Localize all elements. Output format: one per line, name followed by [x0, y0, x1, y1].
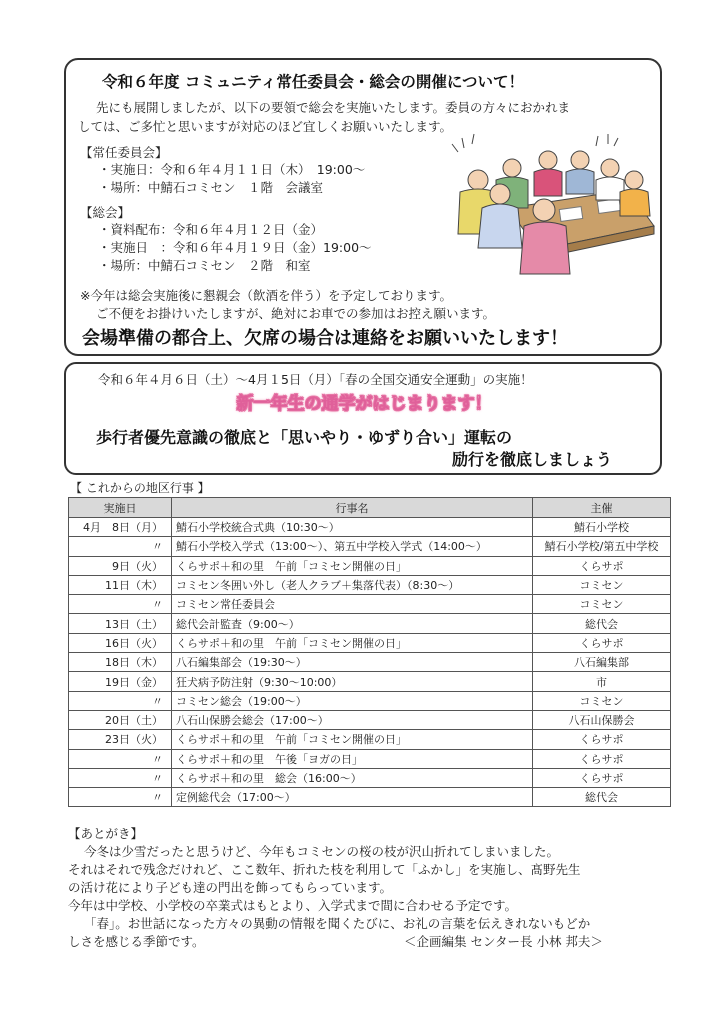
event-name: 鯖石小学校入学式（13:00～）、第五中学校入学式（14:00～）	[172, 537, 533, 556]
afterword-title: 【あとがき】	[68, 826, 144, 841]
traffic-slogan-line1: 歩行者優先意識の徹底と「思いやり・ゆずり合い」運転の	[96, 428, 513, 447]
event-date: 〃	[69, 768, 172, 787]
event-name: 鯖石小学校統合式典（10:30～）	[172, 518, 533, 537]
table-row	[69, 575, 671, 594]
event-name: 総代会計監査（9:00～）	[172, 614, 533, 633]
event-date: 19日（金）	[69, 672, 172, 691]
event-organizer: 市	[533, 672, 671, 691]
event-name: くらサポ＋和の里 総会（16:00～）	[172, 768, 533, 787]
event-organizer: コミセン	[533, 575, 671, 594]
meeting-intro-line1: 先にも展開しましたが、以下の要領で総会を実施いたします。委員の方々におかれま	[96, 100, 571, 115]
event-name: くらサポ＋和の里 午前「コミセン開催の日」	[172, 730, 533, 749]
event-organizer: 八石山保勝会	[533, 710, 671, 729]
party-note-line2: ご不便をお掛けいたしますが、絶対にお車での参加はお控え願います。	[96, 306, 496, 321]
event-date: 16日（火）	[69, 633, 172, 652]
event-organizer: 鯖石小学校/第五中学校	[533, 537, 671, 556]
table-row	[69, 653, 671, 672]
event-organizer: くらサポ	[533, 768, 671, 787]
afterword-line6: しさを感じる季節です。	[68, 934, 205, 949]
event-organizer: 総代会	[533, 788, 671, 807]
event-organizer: 八石編集部	[533, 653, 671, 672]
table-row	[69, 788, 671, 807]
event-name: 狂犬病予防注射（9:30～10:00）	[172, 672, 533, 691]
event-organizer: 総代会	[533, 614, 671, 633]
event-name: コミセン総会（19:00～）	[172, 691, 533, 710]
event-organizer: コミセン	[533, 691, 671, 710]
header-event-name: 行事名	[172, 498, 533, 518]
header-date: 実施日	[69, 498, 172, 518]
general-meeting-docs: ・資料配布：令和６年４月１２日（金）	[98, 222, 324, 237]
afterword-signature: ＜企画編集 センター長 小林 邦夫＞	[404, 934, 603, 949]
event-organizer: くらサポ	[533, 730, 671, 749]
table-row	[69, 518, 671, 537]
event-date: 23日（火）	[69, 730, 172, 749]
absence-notice: 会場準備の都合上、欠席の場合は連絡をお願いいたします！	[82, 328, 568, 349]
afterword-line5: 「春」。お世話になった方々の異動の情報を聞くたびに、お礼の言葉を伝えきれないもどか	[84, 916, 591, 931]
standing-committee-date: ・実施日：令和６年４月１１日（木） 19:00～	[98, 162, 366, 177]
traffic-slogan-line2: 励行を徹底しましょう	[452, 450, 613, 469]
meeting-intro-line2: しては、ご多忙と思いますが対応のほど宜しくお願いいたします。	[78, 119, 453, 134]
events-table	[68, 497, 671, 807]
event-date: 11日（木）	[69, 575, 172, 594]
general-meeting-header: 【総会】	[80, 205, 131, 220]
events-header-row	[69, 498, 671, 518]
event-name: くらサポ＋和の里 午後「ヨガの日」	[172, 749, 533, 768]
event-date: 18日（木）	[69, 653, 172, 672]
table-row	[69, 710, 671, 729]
event-name: くらサポ＋和の里 午前「コミセン開催の日」	[172, 633, 533, 652]
event-name: コミセン冬囲い外し（老人クラブ＋集落代表）（8:30～）	[172, 575, 533, 594]
event-organizer: くらサポ	[533, 556, 671, 575]
afterword-line4: 今年は中学校、小学校の卒業式はもとより、入学式まで間に合わせる予定です。	[68, 898, 518, 913]
event-name: 八石山保勝会総会（17:00～）	[172, 710, 533, 729]
new-student-banner: 新一年生の通学がはじまります！	[236, 394, 492, 414]
standing-committee-place: ・場所：中鯖石コミセン １階 会議室	[98, 180, 324, 195]
event-date: 〃	[69, 691, 172, 710]
afterword-line3: の活け花により子ども達の門出を飾ってもらっています。	[68, 880, 393, 895]
event-date: 〃	[69, 749, 172, 768]
table-row	[69, 730, 671, 749]
event-name: コミセン常任委員会	[172, 595, 533, 614]
afterword-line2: それはそれで残念だけれど、ここ数年、折れた枝を利用して「ふかし」を実施し、髙野先生	[68, 862, 581, 877]
table-row	[69, 633, 671, 652]
event-date: 〃	[69, 788, 172, 807]
event-date: 〃	[69, 595, 172, 614]
standing-committee-header: 【常任委員会】	[80, 145, 168, 160]
general-meeting-place: ・場所：中鯖石コミセン ２階 和室	[98, 258, 311, 273]
afterword-line1: 今冬は少雪だったと思うけど、今年もコミセンの桜の枝が沢山折れてしまいました。	[84, 844, 560, 859]
party-note-line1: ※今年は総会実施後に懇親会（飲酒を伴う）を予定しております。	[80, 288, 452, 303]
event-organizer: くらサポ	[533, 633, 671, 652]
table-row	[69, 614, 671, 633]
table-row	[69, 749, 671, 768]
event-organizer: くらサポ	[533, 749, 671, 768]
header-organizer: 主催	[533, 498, 671, 518]
table-row	[69, 672, 671, 691]
general-meeting-date: ・実施日 ：令和６年４月１９日（金）19:00～	[98, 240, 372, 255]
table-row	[69, 595, 671, 614]
event-name: くらサポ＋和の里 午前「コミセン開催の日」	[172, 556, 533, 575]
event-name: 定例総代会（17:00～）	[172, 788, 533, 807]
events-section-title: 【 これからの地区行事 】	[70, 481, 210, 495]
event-date: 9日（火）	[69, 556, 172, 575]
table-row	[69, 556, 671, 575]
event-date: 20日（土）	[69, 710, 172, 729]
traffic-campaign-line: 令和６年４月６日（土）～4月１5日（月）「春の全国交通安全運動」の実施！	[98, 372, 533, 387]
event-date: 〃	[69, 537, 172, 556]
meeting-people-illustration	[448, 130, 656, 280]
event-date: 4月 8日（月）	[69, 518, 172, 537]
event-date: 13日（土）	[69, 614, 172, 633]
event-organizer: コミセン	[533, 595, 671, 614]
table-row	[69, 537, 671, 556]
table-row	[69, 768, 671, 787]
event-name: 八石編集部会（19:30～）	[172, 653, 533, 672]
event-organizer: 鯖石小学校	[533, 518, 671, 537]
meeting-title: 令和６年度 コミュニティ常任委員会・総会の開催について！	[102, 73, 525, 91]
table-row	[69, 691, 671, 710]
